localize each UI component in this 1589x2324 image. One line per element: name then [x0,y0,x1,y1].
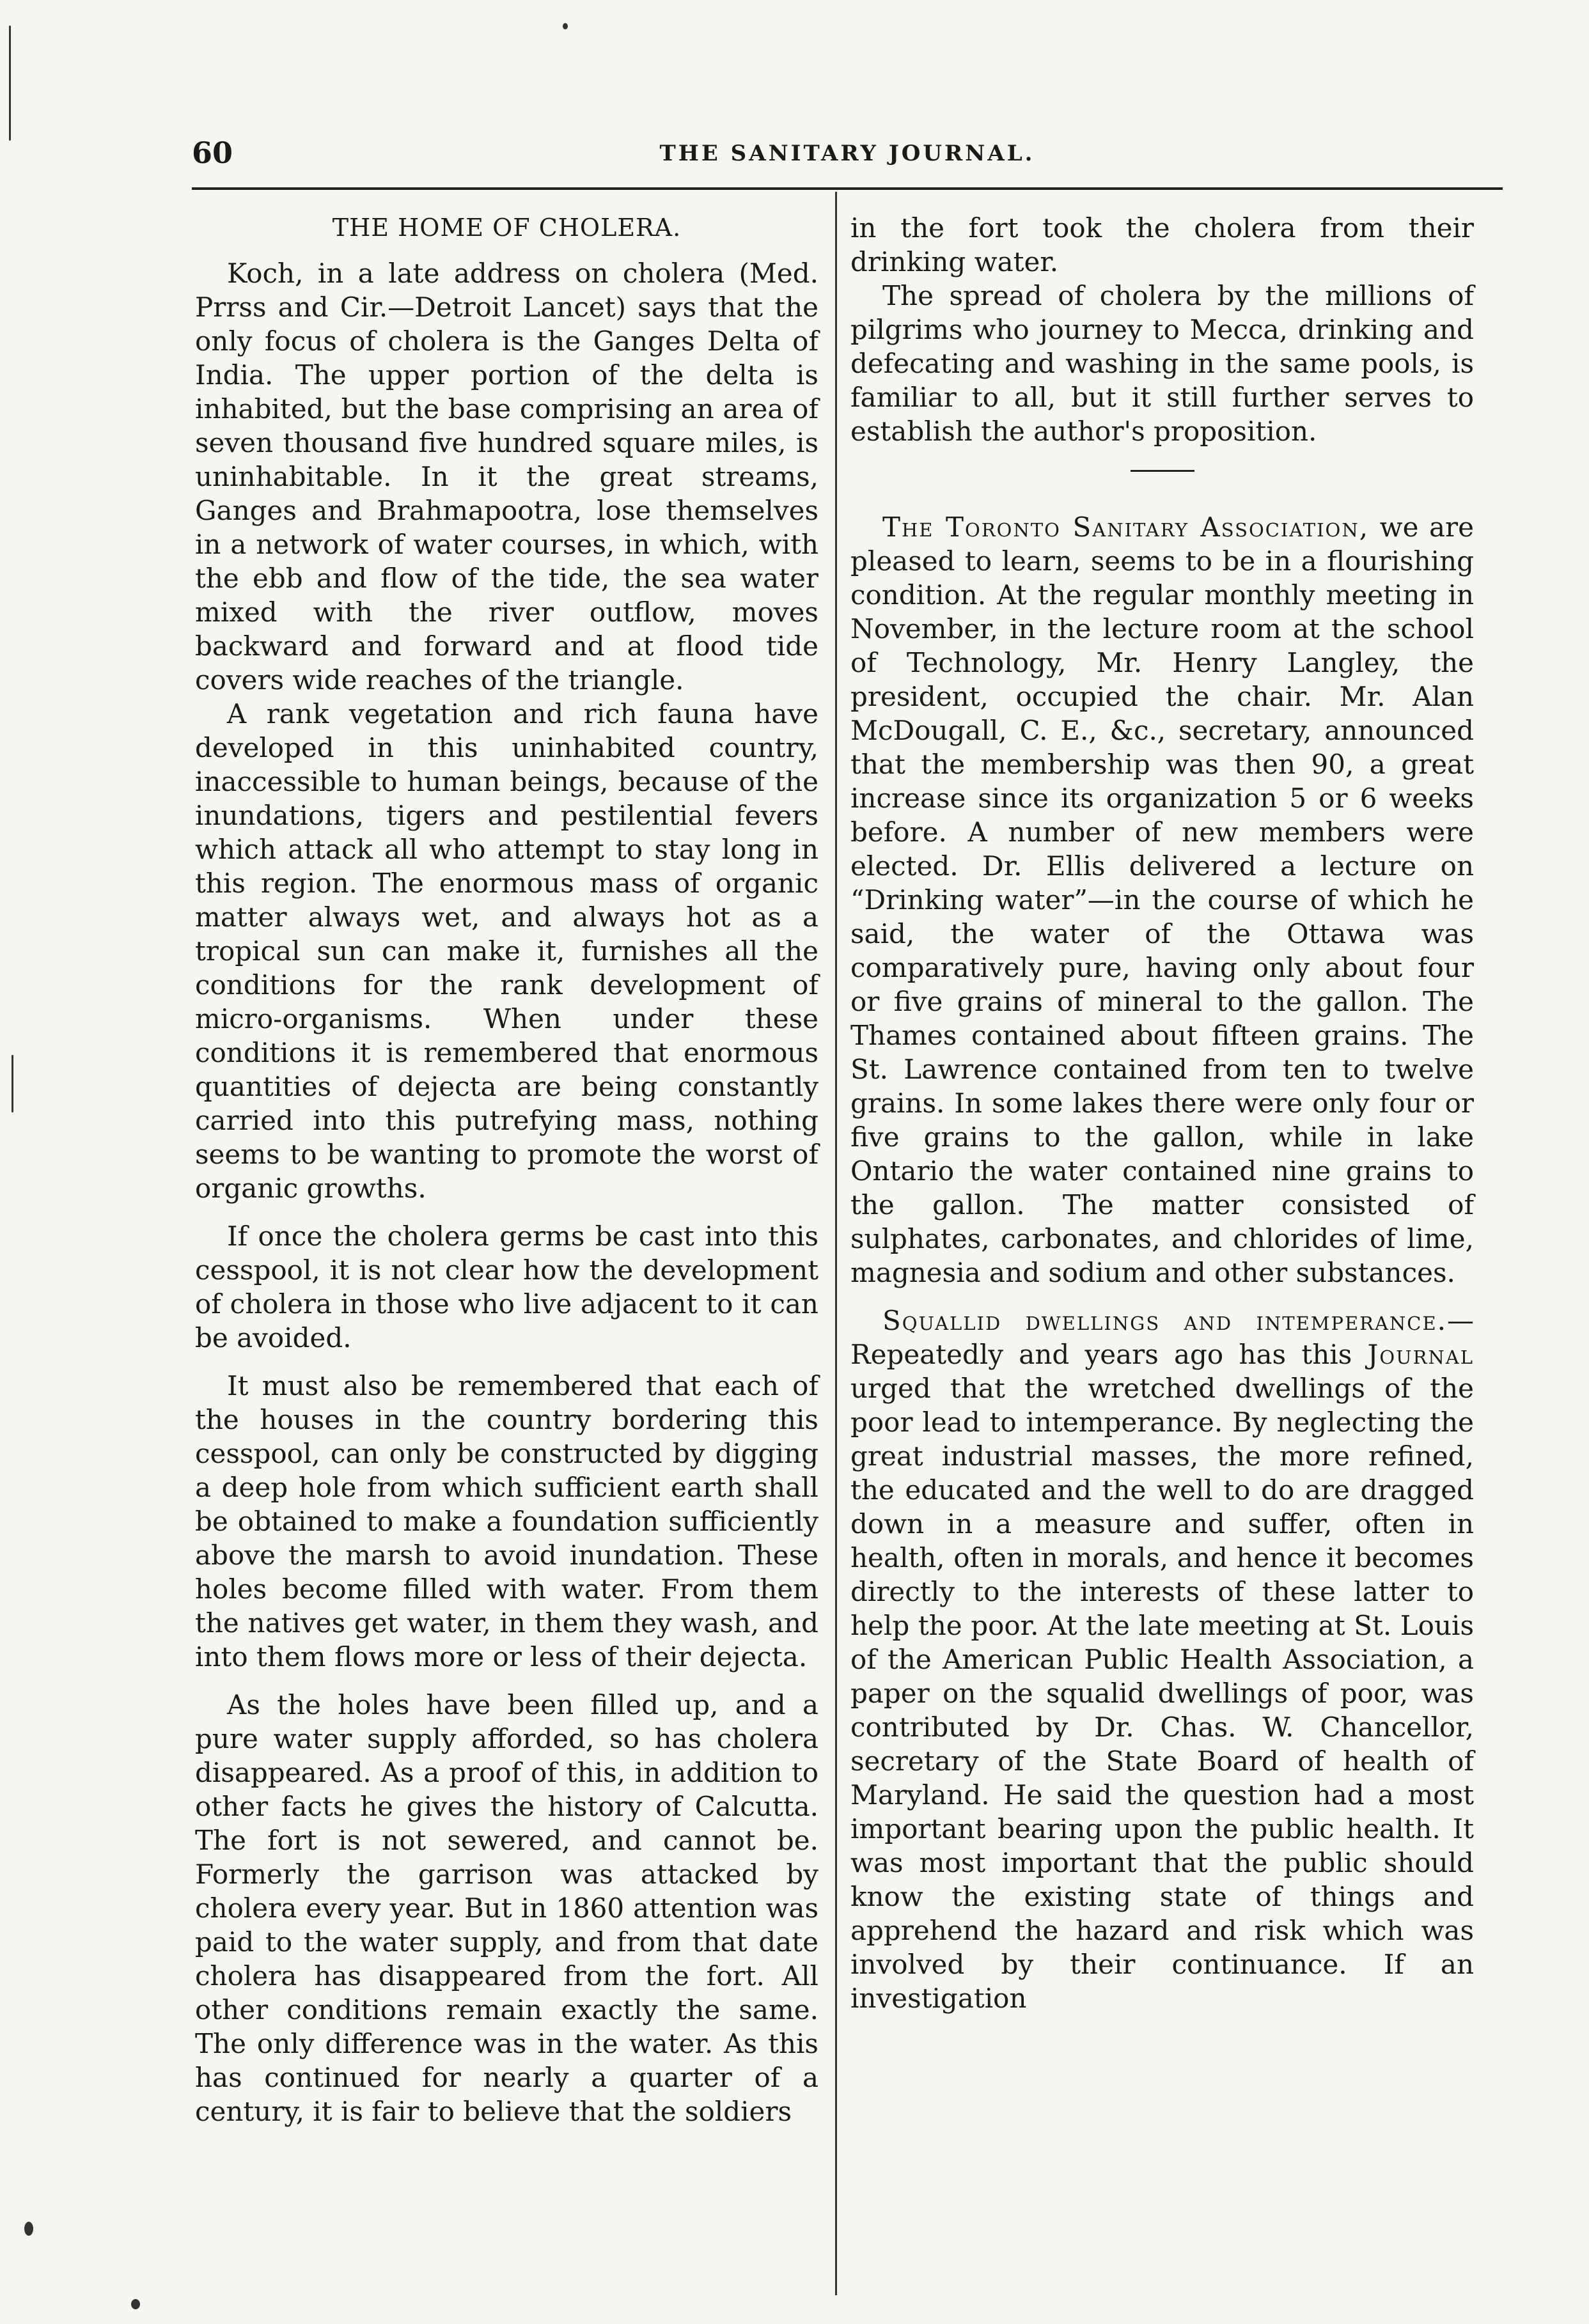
squalid-text-a: —Repeatedly and years ago has this [850,1305,1474,1370]
paragraph-continuation: in the fort took the cholera from their drinking water. [850,212,1474,277]
squalid-heading: Squallid dwellings and intemperance. [882,1305,1447,1336]
section-rule [1131,470,1194,472]
running-title: THE SANITARY JOURNAL. [659,141,1035,166]
page-number: 60 [192,136,233,170]
ink-speck [563,23,568,29]
paragraph-vegetation: A rank vegetation and rich fauna have developed in this uninhabited country, inaccessible to human beings, because of the inundations, tigers and pestilential fevers which attack all who attempt to stay long in this region. The enormous mass of organic matter always wet, and always hot as a tropical sun can make it, furnishes all the conditions for the rank development of micro-organisms. When under these conditions it is remembered that enormous quantities of dejecta are being constantly carried into this putrefying mass, nothing seems to be wanting to promote the worst of organic growths. [195,698,818,1204]
toronto-text: we are pleased to learn, seems to be in a flourishing condition. At the regular monthly meeting in November, in the lecture room at the school of Technology, Mr. Henry Langley, the president, occupied the chair. Mr. Alan McDougall, C. E., &c., secretary, announced that the membership was then 90, a great increase since its organization 5 or 6 weeks before. A number of new members were elected. Dr. Ellis delivered a lecture on “Drinking water”—in the course of which he said, the water of the Ottawa was comparatively pure, having only about four or five grains of mineral to the gallon. The Thames contained about fifteen grains. The St. Lawrence contained from ten to twelve grains. In some lakes there were only four or five grains to the gallon, while in lake Ontario the water contained nine grains to the gallon. The matter consisted of sulphates, carbonates, and chlorides of lime, magnesia and sodium and other substances. [850,511,1474,1288]
ink-speck [131,2299,140,2309]
paragraph-toronto [850,510,1474,1290]
margin-mark [12,1055,13,1112]
paragraph-koch: Koch, in a late address on cholera (Med. Prrss and Cir.—Detroit Lancet) says that the only focus of cholera is the Ganges Delta of India. The upper portion of the delta is inhabited, but the base comprising an area of seven thousand five hundred square miles, is uninhabitable. In it the great streams, Ganges and Brahmapootra, lose themselves in a network of water courses, in which, with the ebb and flow of the tide, the sea water mixed with the river outflow, moves backward and forward and at flood tide covers wide reaches of the triangle. [195,258,818,696]
squalid-text-b: urged that the wretched dwellings of the poor lead to intemperance. By neglecting the great industrial masses, the more refined, the educated and the well to do are dragged down in a measure and suffer, often in health, often in morals, and hence it becomes directly to the interests of these latter to help the poor. At the late meeting at St. Louis of the American Public Health Association, a paper on the squalid dwellings of poor, was contributed by Dr. Chas. W. Chancellor, secretary of the State Board of health of Maryland. He said the question had a most important bearing upon the public health. It was most important that the public should know the existing state of things and apprehend the hazard and risk which was involved by their continuance. If an investigation [850,1373,1474,2014]
header-rule [192,187,1503,190]
paragraph-squalid [850,1304,1474,2015]
journal-word: Journal [1367,1339,1474,1370]
paragraph-cesspool: If once the cholera germs be cast into this cesspool, it is not clear how the development of cholera in those who live adjacent to it can be avoided. [195,1220,818,1353]
toronto-heading: The Toronto Sanitary Association, [882,511,1370,543]
ink-speck [24,2222,33,2236]
page-header [192,136,1503,174]
column-divider [835,192,837,2295]
paragraph-houses: It must also be remembered that each of the houses in the country bordering this cesspool, can only be constructed by digging a deep hole from which sufficient earth shall be obtained to make a foundation sufficiently above the marsh to avoid inundation. These holes become filled with water. From them the natives get water, in them they wash, and into them flows more or less of their dejecta. [195,1370,818,1673]
margin-mark [9,26,11,141]
right-column [850,211,1474,2015]
article-title-home-of-cholera: THE HOME OF CHOLERA. [332,214,682,242]
paragraph-calcutta: As the holes have been filled up, and a pure water supply afforded, so has cholera disappeared. As a proof of this, in addition to other facts he gives the history of Calcutta. The fort is not sewered, and cannot be. Formerly the garrison was attacked by cholera every year. But in 1860 attention was paid to the water supply, and from that date cholera has disappeared from the fort. All other conditions remain exactly the same. The only difference was in the water. As this has continued for nearly a quarter of a century, it is fair to believe that the soldiers [195,1689,818,2127]
left-column [195,211,818,2128]
paragraph-mecca: The spread of cholera by the millions of pilgrims who journey to Mecca, drinking and defecating and washing in the same pools, is familiar to all, but it still further serves to establish the author's proposition. [850,280,1474,447]
